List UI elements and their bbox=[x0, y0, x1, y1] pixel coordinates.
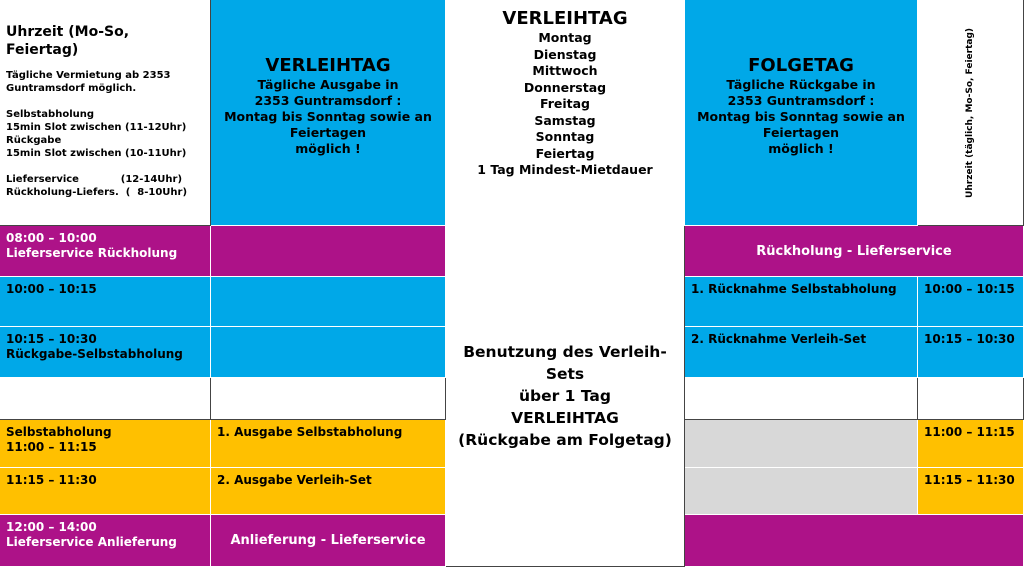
row6-right-time-label: 11:15 – 11:30 bbox=[924, 473, 1015, 487]
right-time-header bbox=[918, 0, 1024, 226]
row4-empty-left bbox=[0, 378, 211, 420]
time-info-title: Uhrzeit (Mo-So, Feiertag) bbox=[6, 24, 130, 58]
row6-right-time bbox=[918, 468, 1024, 515]
time-info-line: Rückholung-Liefers. ( 8-10Uhr) bbox=[6, 187, 188, 198]
weekday-item: Sonntag bbox=[535, 129, 595, 144]
time-info-line: Tägliche Vermietung ab 2353 bbox=[6, 70, 171, 81]
ausgabe-verleih-set-label: 2. Ausgabe Verleih-Set bbox=[217, 473, 372, 487]
ruecknahme-selbstabholung-cell bbox=[685, 277, 918, 327]
center-title: VERLEIHTAG bbox=[502, 8, 628, 29]
time-info-line: Lieferservice (12-14Uhr) bbox=[6, 174, 183, 185]
rueckholung-lieferservice-label: Rückholung - Lieferservice bbox=[756, 243, 952, 259]
verleihtag-description: Tägliche Ausgabe in 2353 Guntramsdorf : Montag bis Sonntag sowie an Feiertagen möglich ! bbox=[224, 77, 432, 156]
weekday-list bbox=[477, 30, 652, 179]
ruecknahme-verleih-set-label: 2. Rücknahme Verleih-Set bbox=[691, 332, 867, 346]
time-info-line: Guntramsdorf möglich. bbox=[6, 83, 137, 94]
weekday-item: Freitag bbox=[539, 96, 590, 111]
row3-right-time-label: 10:15 – 10:30 bbox=[924, 332, 1015, 346]
weekday-item: Mittwoch bbox=[532, 63, 598, 78]
row-10-00-time: 10:00 – 10:15 bbox=[0, 277, 211, 327]
ruecknahme-selbstabholung-label: 1. Rücknahme Selbstabholung bbox=[691, 282, 897, 296]
time-info-header bbox=[0, 0, 211, 226]
row-11-15-time: 11:15 – 11:30 bbox=[0, 468, 211, 515]
row3-right-time bbox=[918, 327, 1024, 378]
folgetag-title: FOLGETAG bbox=[748, 55, 854, 76]
rueckholung-lieferservice-cell bbox=[685, 226, 1024, 277]
row5-folge-cell bbox=[685, 420, 918, 468]
verleihtag-title: VERLEIHTAG bbox=[265, 55, 391, 76]
row3-verleih-cell bbox=[211, 327, 446, 378]
row4-empty-verleih bbox=[211, 378, 446, 420]
weekday-item: Montag bbox=[538, 30, 592, 45]
time-info-line: Rückgabe bbox=[6, 135, 62, 146]
anlieferung-lieferservice-cell bbox=[211, 515, 446, 567]
time-info-line: 15min Slot zwischen (10-11Uhr) bbox=[6, 148, 187, 159]
anlieferung-lieferservice-label: Anlieferung - Lieferservice bbox=[230, 533, 426, 548]
folgetag-description: Tägliche Rückgabe in 2353 Guntramsdorf : Montag bis Sonntag sowie an Feiertagen möglich ! bbox=[697, 77, 905, 156]
ruecknahme-verleih-set-cell bbox=[685, 327, 918, 378]
row5-right-time-label: 11:00 – 11:15 bbox=[924, 425, 1015, 439]
right-time-header-label: Uhrzeit (täglich, Mo-So, Feiertag) bbox=[965, 27, 975, 198]
row4-empty-folge bbox=[685, 378, 918, 420]
time-info-line: Selbstabholung bbox=[6, 109, 95, 120]
ausgabe-selbstabholung-cell bbox=[211, 420, 446, 468]
time-info-line: 15min Slot zwischen (11-12Uhr) bbox=[6, 122, 187, 133]
ausgabe-verleih-set-cell bbox=[211, 468, 446, 515]
folgetag-header bbox=[685, 0, 918, 226]
center-usage-text: Benutzung des Verleih- Sets über 1 Tag VERLEIHTAG (Rückgabe am Folgetag) bbox=[458, 343, 672, 449]
weekday-item: Feiertag bbox=[535, 145, 595, 161]
row-selbstabholung-time: Selbstabholung 11:00 – 11:15 bbox=[0, 420, 211, 468]
row7-folge-cell bbox=[685, 515, 1024, 567]
verleihtag-header bbox=[211, 0, 446, 226]
row2-right-time-label: 10:00 – 10:15 bbox=[924, 282, 1015, 296]
row1-verleih-cell bbox=[211, 226, 446, 277]
row-lieferservice-anlieferung-time: 12:00 – 14:00 Lieferservice Anlieferung bbox=[0, 515, 211, 567]
weekday-item: Donnerstag bbox=[523, 79, 607, 95]
row-rueckgabe-selbstabholung-time: 10:15 – 10:30 Rückgabe-Selbstabholung bbox=[0, 327, 211, 378]
row6-folge-cell bbox=[685, 468, 918, 515]
row2-right-time bbox=[918, 277, 1024, 327]
time-info-line bbox=[6, 160, 204, 173]
row-lieferservice-rueckholung-time: 08:00 – 10:00 Lieferservice Rückholung bbox=[0, 226, 211, 277]
ausgabe-selbstabholung-label: 1. Ausgabe Selbstabholung bbox=[217, 425, 403, 439]
weekday-item: 1 Tag Mindest-Mietdauer bbox=[477, 162, 653, 177]
weekday-item: Dienstag bbox=[533, 46, 597, 62]
row5-right-time bbox=[918, 420, 1024, 468]
row4-empty-right bbox=[918, 378, 1024, 420]
time-info-lines bbox=[6, 69, 204, 199]
row2-verleih-cell bbox=[211, 277, 446, 327]
time-info-line bbox=[6, 95, 204, 108]
center-usage-cell bbox=[446, 226, 685, 567]
weekday-item: Samstag bbox=[534, 112, 596, 128]
center-header bbox=[446, 0, 685, 226]
